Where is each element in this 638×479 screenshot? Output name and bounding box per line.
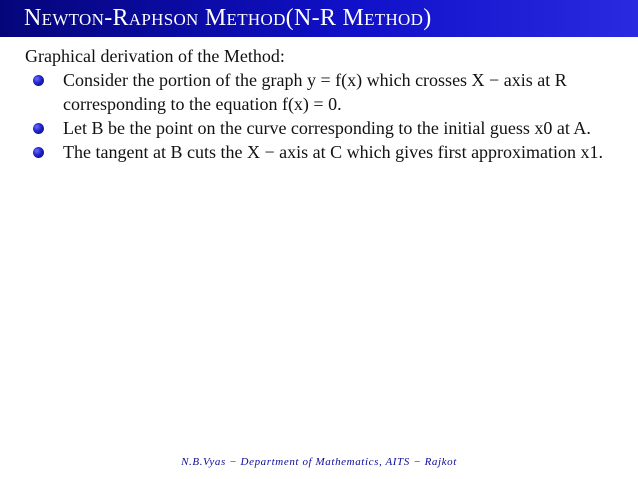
bullet-list (25, 68, 625, 164)
slide-title: Newton-Raphson Method(N-R Method) (24, 5, 432, 31)
bullet-icon (33, 75, 44, 86)
list-item (25, 140, 625, 164)
slide-body (25, 44, 625, 164)
bullet-icon (33, 147, 44, 158)
list-item (25, 116, 625, 140)
slide-footer: N.B.Vyas − Department of Mathematics, AITS − Rajkot (181, 456, 457, 468)
bullet-icon (33, 123, 44, 134)
list-item-text: Let B be the point on the curve corresponding to the initial guess x0 at A. (63, 118, 591, 138)
list-item-text: Consider the portion of the graph y = f(x) which crosses X − axis at R corresponding to the equation f(x) = 0. (63, 70, 567, 114)
list-item-text: The tangent at B cuts the X − axis at C which gives first approximation x1. (63, 142, 604, 162)
title-bar (0, 0, 638, 37)
intro-text: Graphical derivation of the Method: (25, 46, 285, 66)
list-item (25, 68, 625, 116)
